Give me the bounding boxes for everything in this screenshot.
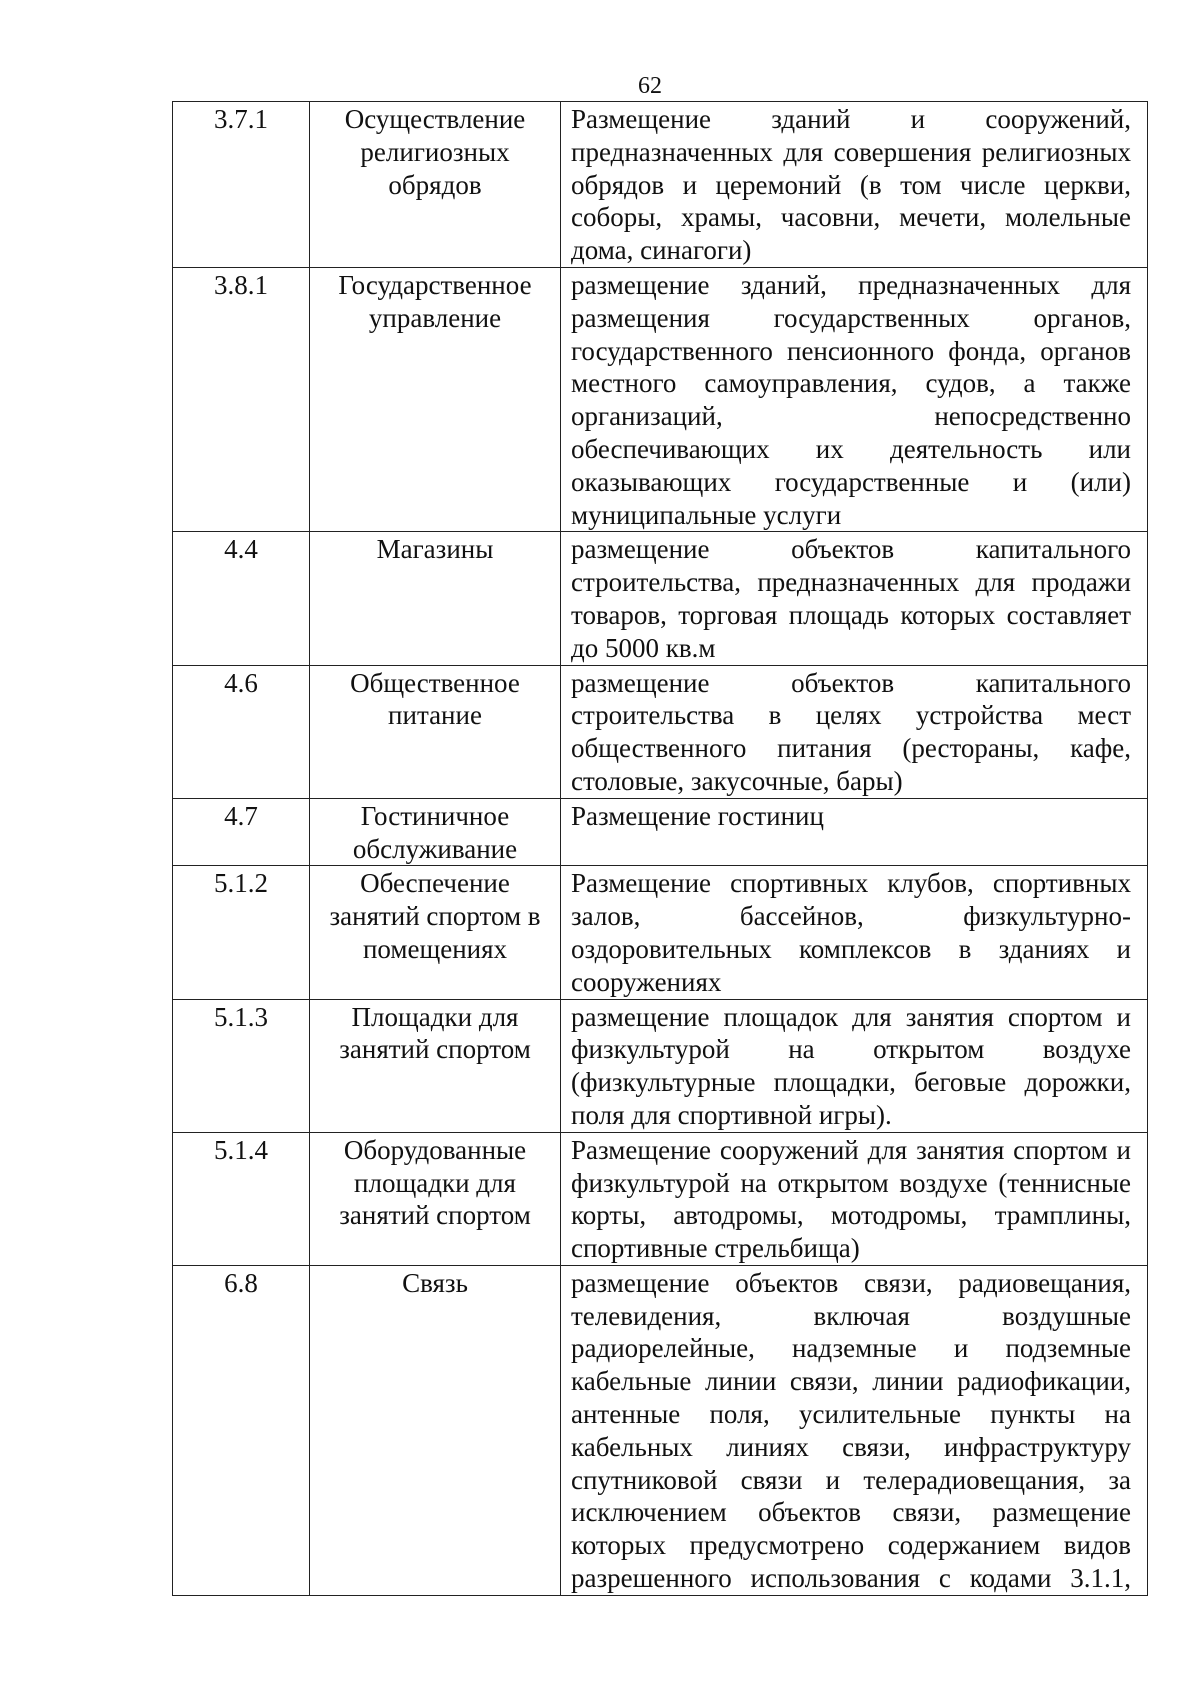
use-name-cell: Осуществление религиозных обрядов xyxy=(310,102,561,268)
use-name-cell: Гостиничное обслуживание xyxy=(310,798,561,866)
use-code-cell: 5.1.3 xyxy=(173,999,310,1132)
use-code-cell: 3.8.1 xyxy=(173,267,310,531)
table-row xyxy=(173,532,1148,665)
use-description-cell: размещение площадок для занятия спортом и физкультурой на открытом воздухе (физкультурные площадки, беговые дорожки, поля для спортивной игры). xyxy=(561,999,1148,1132)
use-description-cell: Размещение гостиниц xyxy=(561,798,1148,866)
use-code-cell: 4.4 xyxy=(173,532,310,665)
use-description-cell: размещение объектов связи, радиовещания, телевидения, включая воздушные радиорелейные, надземные и подземные кабельные линии связи, линии радиофикации, антенные поля, усилительные пункты на кабельных линиях связи, инфраструктуру спутниковой связи и телерадиовещания, за исключением объектов связи, размещение которых предусмотрено содержанием видов разрешенного использования с кодами 3.1.1, xyxy=(561,1265,1148,1595)
table-row xyxy=(173,866,1148,999)
table-row xyxy=(173,798,1148,866)
use-description-cell: Размещение спортивных клубов, спортивных залов, бассейнов, физкультурно-оздоровительных комплексов в зданиях и сооружениях xyxy=(561,866,1148,999)
use-name-cell: Обеспечение занятий спортом в помещениях xyxy=(310,866,561,999)
use-name-cell: Оборудованные площадки для занятий спортом xyxy=(310,1132,561,1265)
use-description-cell: размещение зданий, предназначенных для размещения государственных органов, государственного пенсионного фонда, органов местного самоуправления, судов, а также организаций, непосредственно обеспечивающих их деятельность или оказывающих государственные и (или) муниципальные услуги xyxy=(561,267,1148,531)
use-code-cell: 5.1.2 xyxy=(173,866,310,999)
land-use-table xyxy=(172,101,1148,1596)
use-name-cell: Государственное управление xyxy=(310,267,561,531)
use-description-cell: Размещение зданий и сооружений, предназначенных для совершения религиозных обрядов и церемоний (в том числе церкви, соборы, храмы, часовни, мечети, молельные дома, синагоги) xyxy=(561,102,1148,268)
use-name-cell: Связь xyxy=(310,1265,561,1595)
use-name-cell: Площадки для занятий спортом xyxy=(310,999,561,1132)
table-row xyxy=(173,1132,1148,1265)
use-description-cell: размещение объектов капитального строительства, предназначенных для продажи товаров, торговая площадь которых составляет до 5000 кв.м xyxy=(561,532,1148,665)
use-description-cell: размещение объектов капитального строительства в целях устройства мест общественного питания (рестораны, кафе, столовые, закусочные, бары) xyxy=(561,665,1148,798)
use-code-cell: 5.1.4 xyxy=(173,1132,310,1265)
table-row xyxy=(173,999,1148,1132)
use-code-cell: 6.8 xyxy=(173,1265,310,1595)
table-row xyxy=(173,1265,1148,1595)
table-row xyxy=(173,665,1148,798)
page-number: 62 xyxy=(638,73,662,99)
use-name-cell: Общественное питание xyxy=(310,665,561,798)
use-code-cell: 4.7 xyxy=(173,798,310,866)
use-code-cell: 3.7.1 xyxy=(173,102,310,268)
table-row xyxy=(173,267,1148,531)
use-code-cell: 4.6 xyxy=(173,665,310,798)
table-row xyxy=(173,102,1148,268)
use-name-cell: Магазины xyxy=(310,532,561,665)
use-description-cell: Размещение сооружений для занятия спортом и физкультурой на открытом воздухе (теннисные корты, автодромы, мотодромы, трамплины, спортивные стрельбища) xyxy=(561,1132,1148,1265)
